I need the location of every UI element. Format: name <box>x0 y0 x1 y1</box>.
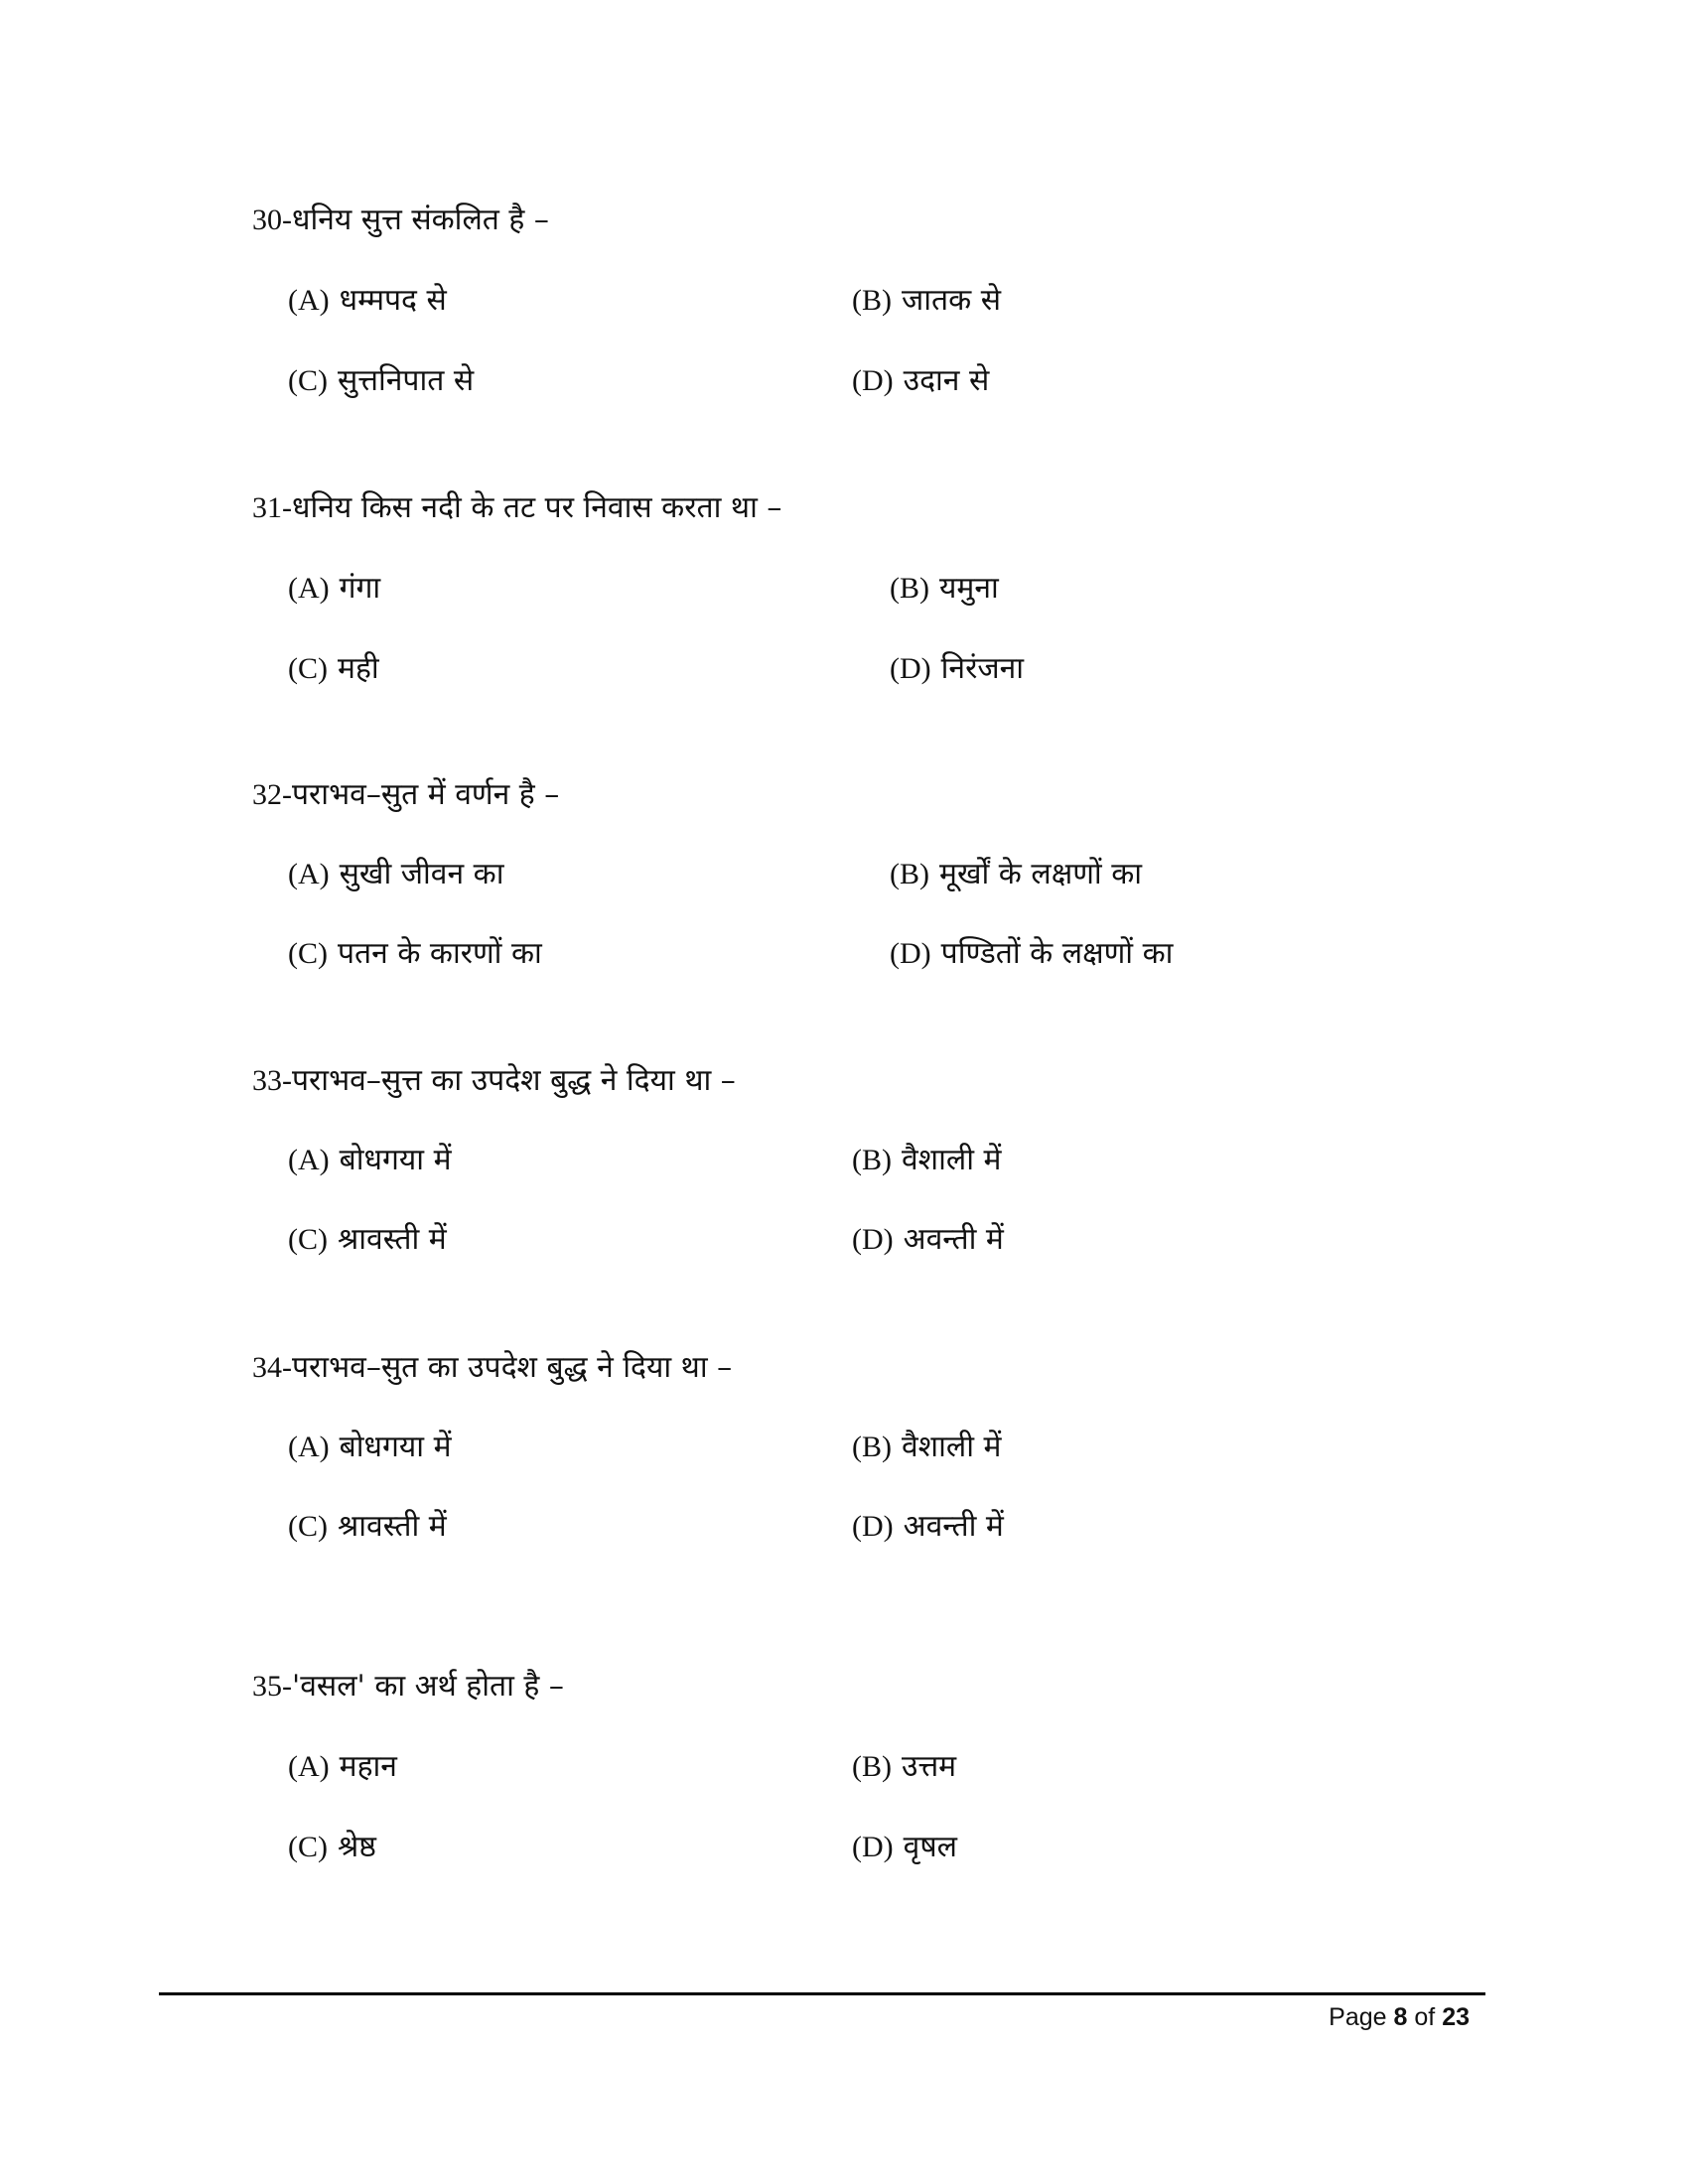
option-a <box>288 1141 452 1180</box>
option-label: (D) <box>890 652 931 685</box>
option-c <box>288 1507 447 1547</box>
option-label: (C) <box>288 937 328 970</box>
option-d <box>890 649 1024 689</box>
option-text: पतन के कारणों का <box>338 936 542 971</box>
option-text: निरंजना <box>940 651 1025 686</box>
option-label: (C) <box>288 652 328 685</box>
question-33 <box>252 1061 736 1101</box>
option-label: (A) <box>288 1144 330 1176</box>
question-number: 34- <box>252 1351 292 1384</box>
option-c <box>288 1220 447 1260</box>
option-text: बोधगया में <box>339 1430 452 1464</box>
option-label: (B) <box>852 1431 892 1463</box>
option-text: धम्मपद से <box>339 283 447 318</box>
option-b <box>852 1141 1001 1180</box>
question-text: पराभव–सुत में वर्णन है – <box>292 777 560 812</box>
of-word: of <box>1414 2003 1436 2031</box>
option-text: उदान से <box>903 363 990 398</box>
option-label: (D) <box>852 1510 894 1543</box>
question-number: 30- <box>252 204 292 236</box>
question-text: धनिय सुत्त संकलित है – <box>292 203 549 237</box>
option-text: श्रावस्ती में <box>338 1509 447 1544</box>
option-text: बोधगया में <box>339 1143 452 1177</box>
question-34 <box>252 1348 732 1388</box>
option-label: (B) <box>890 572 929 605</box>
question-35 <box>252 1667 564 1706</box>
option-label: (A) <box>288 284 330 317</box>
option-text: वैशाली में <box>902 1430 1002 1464</box>
option-label: (D) <box>852 364 894 397</box>
option-text: श्रावस्ती में <box>338 1222 447 1257</box>
option-d <box>852 1220 1004 1260</box>
option-b <box>890 855 1142 894</box>
question-number: 31- <box>252 491 292 524</box>
option-text: पण्डितों के लक्षणों का <box>940 936 1174 971</box>
option-text: जातक से <box>902 283 1001 318</box>
option-text: अवन्ती में <box>903 1509 1004 1544</box>
question-30 <box>252 201 549 240</box>
question-text: धनिय किस नदी के तट पर निवास करता था – <box>292 490 782 525</box>
question-text: पराभव–सुत का उपदेश बुद्ध ने दिया था – <box>292 1350 733 1385</box>
option-b <box>890 569 999 609</box>
option-label: (C) <box>288 1223 328 1256</box>
question-number: 35- <box>252 1670 292 1703</box>
option-text: सुखी जीवन का <box>339 857 504 891</box>
option-text: मूर्खों के लक्षणों का <box>939 857 1143 891</box>
current-page: 8 <box>1393 2003 1408 2031</box>
option-a <box>288 855 504 894</box>
option-c <box>288 1828 376 1867</box>
option-d <box>890 934 1173 974</box>
option-d <box>852 1828 957 1867</box>
option-text: वृषल <box>903 1830 958 1864</box>
question-text: 'वसल' का अर्थ होता है – <box>292 1669 564 1704</box>
question-number: 32- <box>252 778 292 811</box>
option-text: वैशाली में <box>902 1143 1002 1177</box>
option-label: (A) <box>288 1750 330 1783</box>
option-label: (B) <box>890 858 929 890</box>
option-label: (C) <box>288 364 328 397</box>
option-text: उत्तम <box>902 1749 957 1784</box>
page-number <box>1329 2003 1470 2032</box>
option-b <box>852 1428 1001 1467</box>
option-text: महान <box>339 1749 397 1784</box>
option-text: अवन्ती में <box>903 1222 1004 1257</box>
option-c <box>288 649 379 689</box>
option-label: (A) <box>288 858 330 890</box>
option-text: सुत्तनिपात से <box>338 363 475 398</box>
option-text: श्रेष्ठ <box>338 1830 376 1864</box>
question-number: 33- <box>252 1064 292 1097</box>
option-a <box>288 1747 397 1787</box>
option-text: मही <box>338 651 379 686</box>
option-label: (B) <box>852 1750 892 1783</box>
option-c <box>288 361 474 401</box>
question-31 <box>252 488 781 528</box>
option-d <box>852 1507 1004 1547</box>
option-a <box>288 569 380 609</box>
option-label: (A) <box>288 1431 330 1463</box>
option-a <box>288 281 447 321</box>
footer-divider <box>159 1992 1485 1995</box>
question-32 <box>252 775 559 815</box>
option-label: (C) <box>288 1831 328 1863</box>
option-label: (A) <box>288 572 330 605</box>
option-b <box>852 281 1001 321</box>
option-label: (D) <box>852 1223 894 1256</box>
option-a <box>288 1428 452 1467</box>
option-label: (C) <box>288 1510 328 1543</box>
page-word: Page <box>1329 2003 1387 2031</box>
option-label: (B) <box>852 284 892 317</box>
option-text: गंगा <box>339 571 381 606</box>
option-label: (D) <box>852 1831 894 1863</box>
question-text: पराभव–सुत्त का उपदेश बुद्ध ने दिया था – <box>292 1063 736 1098</box>
option-text: यमुना <box>939 571 999 606</box>
total-pages: 23 <box>1442 2003 1470 2031</box>
option-b <box>852 1747 956 1787</box>
option-c <box>288 934 542 974</box>
option-label: (D) <box>890 937 931 970</box>
option-d <box>852 361 989 401</box>
option-label: (B) <box>852 1144 892 1176</box>
